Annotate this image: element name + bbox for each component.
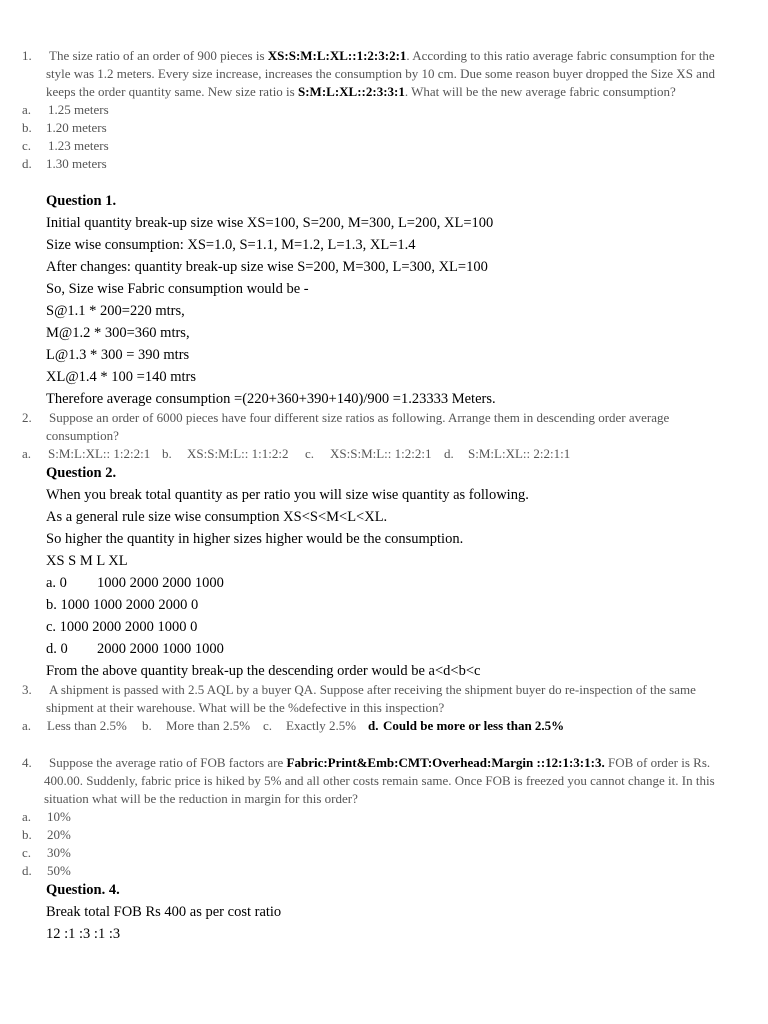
a1-heading: Question 1. (46, 193, 117, 209)
q2-option-d-letter: d. (444, 446, 454, 461)
q2-option-c: XS:S:M:L:: 1:2:2:1 (330, 446, 432, 461)
q3-option-c: Exactly 2.5% (286, 718, 357, 733)
a2-line: When you break total quantity as per ratio you will size wise quantity as following. (46, 487, 529, 503)
q4-number: 4. (22, 755, 32, 770)
q2-number: 2. (22, 410, 32, 425)
a2-heading: Question 2. (46, 465, 117, 481)
q3-option-d: Could be more or less than 2.5% (383, 718, 565, 733)
q1-number: 1. (22, 48, 32, 63)
a4-line: Break total FOB Rs 400 as per cost ratio (46, 904, 282, 920)
a2-line: So higher the quantity in higher sizes higher would be the consumption. (46, 531, 464, 547)
q1-line1-post: . According to this ratio average fabric consumption for the (406, 48, 715, 63)
a2-conclusion: From the above quantity break-up the descending order would be a<d<b<c (46, 663, 481, 679)
q2-option-a: S:M:L:XL:: 1:2:2:1 (48, 446, 151, 461)
q3-option-d-letter: d. (368, 718, 379, 733)
a1-line: S@1.1 * 200=220 mtrs, (46, 303, 185, 319)
a2-table-header: XS S M L XL (46, 553, 128, 569)
a4-ratio-line: 12 :1 :3 :1 :3 (46, 926, 121, 942)
a1-line: Initial quantity break-up size wise XS=100, S=200, M=300, L=200, XL=100 (46, 215, 494, 231)
q1-new-ratio-bold: S:M:L:XL::2:3:3:1 (297, 84, 405, 99)
q2-option-b: XS:S:M:L:: 1:1:2:2 (187, 446, 289, 461)
q3-option-b: More than 2.5% (166, 718, 251, 733)
q2-option-b-letter: b. (162, 446, 172, 461)
a1-line: L@1.3 * 300 = 390 mtrs (46, 347, 190, 363)
document-page: 1. The size ratio of an order of 900 pieces is XS:S:M:L:XL::1:2:3:2:1. According to this ratio average fabric consumption for the style was 1.2 meters. Every size increase, increases the consumption by 10 cm. Due some reason buyer dropped the Size XS and keeps the order quantity same. New size ratio is S:M:L:XL::2:3:3:1. What will be the new average fabric consumption? a. 1.25 meters b. 1.20 meters c. 1.23 meters d. 1.30 meters Question 1. Initial quantity break-up size wise XS=100, S=200, M=300, L=200, XL=100 Size wise consumption: XS=1.0, S=1.1, M=1.2, L=1.3, XL=1.4 After changes: quantity break-up size wise S=200, M=300, L=300, XL=100 So, Size wise Fabric consumption would be - S@1.1 * 200=220 mtrs, M@1.2 * 300=360 mtrs, L@1.3 * 300 = 390 mtrs XL@1.4 * 100 =140 mtrs Therefore average consumption =(220+360+390+140)/900 =1.23333 Meters. 2. Suppose an order of 6000 pieces have four different size ratios as following. Arrange them in descending order average consumption? a. S:M:L:XL:: 1:2:2:1 b. XS:S:M:L:: 1:1:2:2 c. XS:S:M:L:: 1:2:2:1 d. S:M:L:XL:: 2:2:1:1 Question 2. When you break total quantity as per ratio you will size wise quantity as following. As a general rule size wise consumption XS<S<M<L<XL. So higher the quantity in higher sizes higher would be the consumption. XS S M L XL a. 0 1000 2000 2000 1000 b. 1000 1000 2000 2000 0 c. 1000 2000 2000 1000 0 d. 0 2000 2000 1000 1000 From the above quantity break-up the descending order would be a<d<b<c 3. A shipment is passed with 2.5 AQL by a buyer QA. Suppose after receiving the shipment buyer do re-inspection of the same shipment at their warehouse. What will be the %defective in this inspection? a. Less than 2.5% b. More than 2.5% c. Exactly 2.5% d. Could be more or less than 2.5% 4. Suppose the average ratio of FOB factors are Fabric:Print&Emb:CMT:Overhead:Margin ::12:1:3:1:3. FOB of order is Rs. 400.00. Suddenly, fabric price is hiked by 5% and all other costs remain same. Once FOB is freezed you cannot change it. In this situation what will be the reduction in margin for this order? a. 10% b. 20% c. 30% d. 50% Question. 4. Break total FOB Rs 400 as per cost ratio 12 :1 :3 :1 :3 (0, 0, 768, 1024)
a1-line: After changes: quantity break-up size wise S=200, M=300, L=300, XL=100 (46, 259, 488, 275)
q1-line3-post: . What will be the new average fabric consumption? (404, 84, 676, 99)
q3-option-a: Less than 2.5% (47, 718, 127, 733)
q4-ratio-bold: Fabric:Print&Emb:CMT:Overhead:Margin ::12:1:3:1:3. (286, 755, 605, 770)
q1-ratio-bold: XS:S:M:L:XL::1:2:3:2:1 (267, 48, 407, 63)
q3-option-b-letter: b. (142, 718, 152, 733)
a1-line: M@1.2 * 300=360 mtrs, (46, 325, 190, 341)
a2-line: As a general rule size wise consumption XS<S<M<L<XL. (46, 509, 388, 525)
q2-option-d: S:M:L:XL:: 2:2:1:1 (468, 446, 571, 461)
q3-option-c-letter: c. (263, 718, 273, 733)
q4-line1-post: FOB of order is Rs. (604, 755, 711, 770)
a1-conclusion: Therefore average consumption =(220+360+390+140)/900 =1.23333 Meters. (46, 391, 496, 407)
q2-option-c-letter: c. (305, 446, 315, 461)
a4-heading: Question. 4. (46, 882, 120, 898)
q3-number: 3. (22, 682, 32, 697)
q1-line3-pre: keeps the order quantity same. New size ratio is (46, 84, 298, 99)
q4-line1-pre: Suppose the average ratio of FOB factors are (49, 755, 287, 770)
q1-line1-pre: The size ratio of an order of 900 pieces is (49, 48, 268, 63)
a1-line: XL@1.4 * 100 =140 mtrs (46, 369, 197, 385)
a1-line: Size wise consumption: XS=1.0, S=1.1, M=1.2, L=1.3, XL=1.4 (46, 237, 416, 253)
a1-line: So, Size wise Fabric consumption would be - (46, 281, 309, 297)
